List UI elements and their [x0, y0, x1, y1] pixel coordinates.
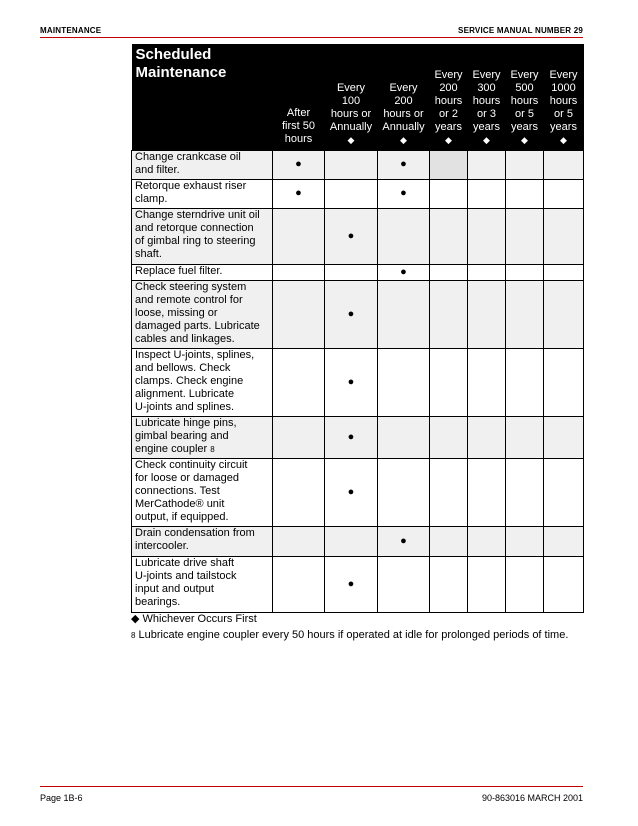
interval-cell	[468, 208, 506, 264]
task-line: MerCathode® unit	[135, 497, 225, 510]
interval-cell	[430, 348, 468, 416]
bullet-mark-icon: ●	[347, 229, 355, 242]
interval-cell	[273, 526, 325, 556]
interval-cell	[378, 264, 430, 280]
task-line: clamp.	[135, 192, 168, 205]
table-title: Scheduled Maintenance	[132, 44, 273, 150]
bullet-mark-icon: ●	[295, 187, 302, 199]
interval-cell	[468, 556, 506, 612]
column-header-line: or 3	[477, 107, 496, 120]
interval-cell	[468, 264, 506, 280]
task-cell	[132, 150, 273, 179]
interval-cell	[325, 526, 378, 556]
column-header-line: hours or	[383, 107, 424, 120]
interval-cell	[430, 150, 468, 179]
interval-cell	[506, 348, 544, 416]
bullet-mark-icon: ●	[400, 534, 407, 547]
column-header-line: 300	[477, 81, 496, 94]
bullet-mark-icon: ●	[347, 375, 355, 388]
footnote-text: Lubricate engine coupler every 50 hours if operated at idle for prolonged periods of time.	[135, 629, 569, 641]
interval-cell	[325, 556, 378, 612]
column-header-line: hours	[510, 94, 539, 107]
interval-cell	[378, 179, 430, 208]
interval-cell	[273, 150, 325, 179]
interval-cell	[273, 264, 325, 280]
maintenance-table	[131, 44, 584, 613]
interval-cell	[544, 556, 584, 612]
section-header: MAINTENANCE	[40, 26, 102, 35]
task-line: and bellows. Check	[135, 361, 231, 374]
footer-rule	[40, 786, 583, 787]
interval-cell	[430, 458, 468, 526]
interval-cell	[544, 280, 584, 348]
interval-cell	[273, 556, 325, 612]
column-header	[468, 44, 506, 150]
interval-cell	[325, 348, 378, 416]
interval-cell	[273, 179, 325, 208]
column-header-line: hours	[284, 132, 313, 145]
bullet-mark-icon: ●	[347, 577, 355, 590]
task-cell	[132, 208, 273, 264]
interval-cell	[430, 179, 468, 208]
column-header-line: Every	[510, 68, 539, 81]
table-row	[132, 280, 584, 348]
column-header-line: Every	[336, 81, 366, 94]
interval-cell	[273, 208, 325, 264]
diamond-icon: ◆	[483, 134, 490, 145]
task-line: Lubricate drive shaft	[135, 556, 235, 569]
column-header-line: Every	[389, 81, 418, 94]
task-line: intercooler.	[135, 539, 189, 552]
interval-cell	[430, 264, 468, 280]
task-line: Inspect U-joints, splines,	[135, 348, 255, 361]
bullet-mark-icon: ●	[295, 158, 302, 170]
interval-cell	[468, 416, 506, 458]
table-header-row	[132, 44, 584, 150]
diamond-icon: ◆	[445, 134, 452, 145]
column-header-line: hours	[549, 94, 578, 107]
task-line: input and output	[135, 582, 214, 595]
bullet-mark-icon: ●	[347, 430, 355, 443]
diamond-icon: ◆	[560, 134, 567, 145]
interval-cell	[325, 150, 378, 179]
column-header-line: hours	[434, 94, 463, 107]
interval-cell	[430, 208, 468, 264]
interval-cell	[325, 208, 378, 264]
interval-cell	[378, 280, 430, 348]
column-header-line: hours	[472, 94, 501, 107]
interval-cell	[325, 264, 378, 280]
task-cell	[132, 348, 273, 416]
manual-number-header: SERVICE MANUAL NUMBER 29	[458, 26, 583, 35]
task-line: and retorque connection	[135, 221, 254, 234]
interval-cell	[468, 348, 506, 416]
interval-cell	[378, 526, 430, 556]
column-header-line: Every	[434, 68, 463, 81]
interval-cell	[273, 280, 325, 348]
table-row	[132, 416, 584, 458]
interval-cell	[378, 150, 430, 179]
column-header-line: Every	[472, 68, 501, 81]
table-row	[132, 556, 584, 612]
interval-cell	[325, 416, 378, 458]
table-row	[132, 264, 584, 280]
interval-cell	[468, 526, 506, 556]
interval-cell	[273, 416, 325, 458]
interval-cell	[506, 208, 544, 264]
task-line: U-joints and tailstock	[135, 569, 237, 582]
column-header-line: hours or	[330, 107, 372, 120]
interval-cell	[273, 348, 325, 416]
table-row	[132, 179, 584, 208]
interval-cell	[544, 264, 584, 280]
table-notes	[131, 612, 581, 645]
task-line: Change crankcase oil	[135, 150, 241, 163]
column-header-line: After	[286, 106, 311, 119]
column-header-line: 200	[439, 81, 458, 94]
column-header-line: years	[511, 120, 538, 133]
column-header-line: or 2	[439, 107, 458, 120]
column-header-line: years	[473, 120, 500, 133]
table-row	[132, 458, 584, 526]
column-header	[325, 44, 378, 150]
interval-cell	[325, 179, 378, 208]
interval-cell	[544, 179, 584, 208]
task-line: Replace fuel filter.	[135, 264, 223, 277]
task-cell	[132, 458, 273, 526]
footnote	[131, 628, 581, 643]
task-line: Change sterndrive unit oil	[135, 208, 260, 221]
footnote-mark: 8	[210, 444, 215, 454]
column-header-line: 200	[394, 94, 413, 107]
column-header-line: 100	[341, 94, 361, 107]
interval-cell	[506, 416, 544, 458]
diamond-icon: ◆	[347, 134, 355, 145]
column-header-line: or 5	[515, 107, 534, 120]
interval-cell	[506, 556, 544, 612]
interval-cell	[468, 179, 506, 208]
interval-cell	[468, 150, 506, 179]
column-header-line: or 5	[554, 107, 573, 120]
header-rule	[40, 37, 583, 38]
interval-cell	[468, 280, 506, 348]
task-line: U-joints and splines.	[135, 400, 235, 413]
interval-cell	[325, 458, 378, 526]
interval-cell	[378, 348, 430, 416]
task-line: Lubricate hinge pins,	[135, 416, 237, 429]
task-cell	[132, 416, 273, 458]
interval-cell	[325, 280, 378, 348]
interval-cell	[378, 416, 430, 458]
interval-cell	[430, 556, 468, 612]
interval-cell	[378, 556, 430, 612]
interval-cell	[544, 526, 584, 556]
bullet-mark-icon: ●	[400, 158, 407, 170]
diamond-note: ◆ Whichever Occurs First	[131, 613, 257, 625]
column-header-line: years	[550, 120, 577, 133]
interval-cell	[506, 150, 544, 179]
document-id-date: 90-863016 MARCH 2001	[481, 793, 583, 803]
column-header	[430, 44, 468, 150]
task-line: clamps. Check engine	[135, 374, 244, 387]
column-header	[506, 44, 544, 150]
table-row	[132, 348, 584, 416]
footnote-mark: 8	[131, 631, 136, 640]
bullet-mark-icon: ●	[400, 187, 407, 199]
task-cell	[132, 556, 273, 612]
table-row	[132, 150, 584, 179]
task-line: engine coupler	[135, 442, 208, 455]
task-line: damaged parts. Lubricate	[135, 319, 260, 332]
table-row	[132, 208, 584, 264]
task-line: output, if equipped.	[135, 510, 229, 523]
column-header-line: years	[435, 120, 462, 133]
task-line: and filter.	[135, 163, 180, 176]
bullet-mark-icon: ●	[347, 485, 355, 498]
interval-cell	[273, 458, 325, 526]
task-line: connections. Test	[135, 484, 220, 497]
task-line: of gimbal ring to steering	[135, 234, 256, 247]
diamond-icon: ◆	[400, 134, 407, 145]
column-header	[544, 44, 584, 150]
interval-cell	[544, 416, 584, 458]
task-line: alignment. Lubricate	[135, 387, 235, 400]
interval-cell	[430, 280, 468, 348]
interval-cell	[506, 179, 544, 208]
task-line: cables and linkages.	[135, 332, 235, 345]
page-number: Page 1B-6	[40, 793, 83, 803]
task-line: and remote control for	[135, 293, 243, 306]
column-header-line: first 50	[281, 119, 315, 132]
interval-cell	[544, 208, 584, 264]
task-line: Drain condensation from	[135, 526, 255, 539]
interval-cell	[378, 458, 430, 526]
interval-cell	[544, 150, 584, 179]
table-row	[132, 526, 584, 556]
task-cell	[132, 264, 273, 280]
interval-cell	[468, 458, 506, 526]
task-line: Check steering system	[135, 280, 247, 293]
interval-cell	[378, 208, 430, 264]
task-cell	[132, 526, 273, 556]
column-header-line: 1000	[551, 81, 576, 94]
interval-cell	[430, 416, 468, 458]
bullet-mark-icon: ●	[347, 307, 355, 320]
interval-cell	[430, 526, 468, 556]
task-line: gimbal bearing and	[135, 429, 229, 442]
bullet-mark-icon: ●	[400, 265, 407, 278]
interval-cell	[544, 348, 584, 416]
task-line: shaft.	[135, 247, 162, 260]
task-line: Retorque exhaust riser	[135, 179, 247, 192]
task-line: Check continuity circuit	[135, 458, 248, 471]
task-cell	[132, 280, 273, 348]
column-header	[273, 44, 325, 150]
task-line: for loose or damaged	[135, 471, 239, 484]
interval-cell	[506, 526, 544, 556]
task-line: loose, missing or	[135, 306, 218, 319]
column-header-line: 500	[515, 81, 534, 94]
interval-cell	[506, 264, 544, 280]
column-header-line: Annually	[382, 120, 425, 133]
interval-cell	[544, 458, 584, 526]
task-cell	[132, 179, 273, 208]
column-header	[378, 44, 430, 150]
column-header-line: Every	[549, 68, 578, 81]
interval-cell	[506, 280, 544, 348]
interval-cell	[506, 458, 544, 526]
task-line: bearings.	[135, 595, 181, 608]
diamond-icon: ◆	[521, 134, 528, 145]
column-header-line: Annually	[329, 120, 373, 133]
